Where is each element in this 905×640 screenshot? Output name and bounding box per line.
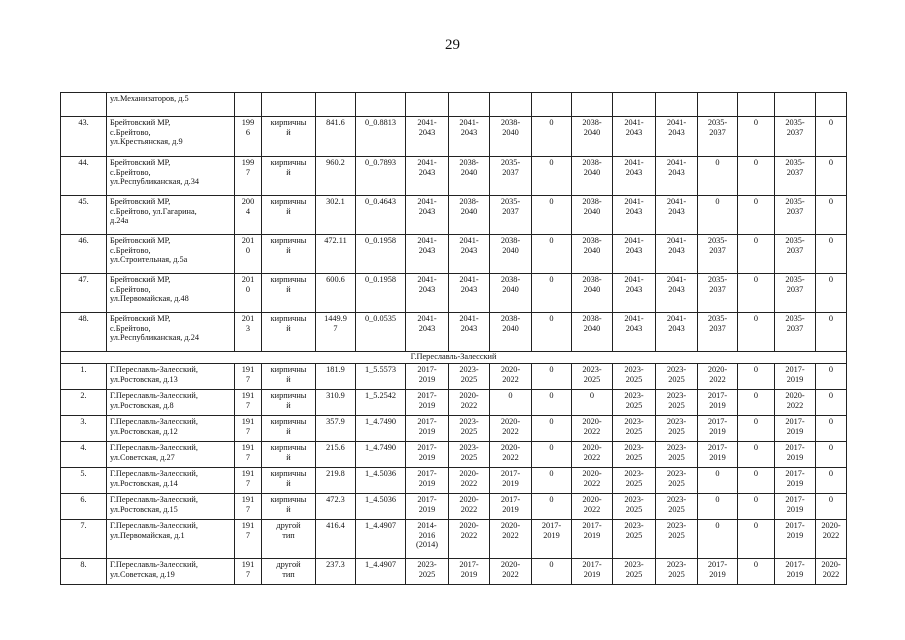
cell-period-7: 2041- 2043 (656, 313, 698, 352)
cell-period-7: 2041- 2043 (656, 157, 698, 196)
cell-period-11: 0 (816, 442, 847, 468)
cell-period-7: 2023- 2025 (656, 364, 698, 390)
cell-period-1: 2041- 2043 (406, 117, 449, 157)
cell-material: кирпичны й (262, 157, 316, 196)
cell-period-5: 2020- 2022 (572, 468, 613, 494)
cell-period-9: 0 (738, 468, 775, 494)
cell-period-8: 2017- 2019 (698, 416, 738, 442)
cell-empty (61, 93, 107, 117)
cell-empty (656, 93, 698, 117)
cell-period-8: 0 (698, 468, 738, 494)
cell-period-8: 2017- 2019 (698, 442, 738, 468)
cell-period-3: 2017- 2019 (490, 468, 532, 494)
table-row (61, 157, 847, 196)
cell-area: 302.1 (316, 196, 356, 235)
cell-year: 191 7 (235, 520, 262, 559)
cell-period-10: 2035- 2037 (775, 235, 816, 274)
table-row (61, 494, 847, 520)
section-row (61, 352, 847, 364)
cell-period-3: 2038- 2040 (490, 235, 532, 274)
cell-year: 201 0 (235, 274, 262, 313)
cell-area: 1449.9 7 (316, 313, 356, 352)
cell-empty (316, 93, 356, 117)
cell-period-2: 2038- 2040 (449, 157, 490, 196)
cell-material: кирпичны й (262, 442, 316, 468)
cell-period-10: 2017- 2019 (775, 468, 816, 494)
cell-period-7: 2023- 2025 (656, 520, 698, 559)
cell-number: 48. (61, 313, 107, 352)
cell-period-6: 2023- 2025 (613, 468, 656, 494)
cell-empty (572, 93, 613, 117)
cell-period-10: 2017- 2019 (775, 559, 816, 585)
cell-index: 0_0.7893 (356, 157, 406, 196)
cell-period-6: 2023- 2025 (613, 520, 656, 559)
cell-period-5: 0 (572, 390, 613, 416)
cell-period-8: 0 (698, 157, 738, 196)
table-row (61, 390, 847, 416)
table-row (61, 416, 847, 442)
cell-period-5: 2020- 2022 (572, 442, 613, 468)
cell-period-11: 2020- 2022 (816, 559, 847, 585)
cell-period-9: 0 (738, 117, 775, 157)
cell-period-6: 2023- 2025 (613, 416, 656, 442)
cell-address: Брейтовский МР, с.Брейтово, ул.Республиканская, д.24 (107, 313, 235, 352)
cell-index: 1_4.7490 (356, 442, 406, 468)
cell-period-11: 0 (816, 364, 847, 390)
table-row (61, 468, 847, 494)
cell-year: 191 7 (235, 442, 262, 468)
cell-period-9: 0 (738, 494, 775, 520)
cell-period-4: 0 (532, 313, 572, 352)
cell-period-9: 0 (738, 416, 775, 442)
cell-index: 0_0.8813 (356, 117, 406, 157)
cell-period-5: 2017- 2019 (572, 520, 613, 559)
cell-period-8: 2017- 2019 (698, 559, 738, 585)
cell-period-11: 0 (816, 390, 847, 416)
cell-number: 3. (61, 416, 107, 442)
cell-index: 1_5.5573 (356, 364, 406, 390)
cell-number: 1. (61, 364, 107, 390)
housing-register-table (60, 92, 847, 585)
cell-period-2: 2038- 2040 (449, 196, 490, 235)
cell-number: 4. (61, 442, 107, 468)
table-row (61, 364, 847, 390)
cell-year: 191 7 (235, 416, 262, 442)
cell-empty (613, 93, 656, 117)
cell-period-6: 2023- 2025 (613, 559, 656, 585)
cell-period-10: 2035- 2037 (775, 196, 816, 235)
cell-empty (449, 93, 490, 117)
cell-period-8: 0 (698, 494, 738, 520)
cell-year: 191 7 (235, 468, 262, 494)
cell-address: Брейтовский МР, с.Брейтово, ул.Гагарина, д.24а (107, 196, 235, 235)
cell-period-2: 2017- 2019 (449, 559, 490, 585)
cell-address: Брейтовский МР, с.Брейтово, ул.Первомайская, д.48 (107, 274, 235, 313)
cell-period-5: 2020- 2022 (572, 494, 613, 520)
table-row (61, 274, 847, 313)
cell-period-4: 0 (532, 196, 572, 235)
cell-period-1: 2023- 2025 (406, 559, 449, 585)
cell-area: 600.6 (316, 274, 356, 313)
cell-period-4: 0 (532, 442, 572, 468)
cell-period-7: 2023- 2025 (656, 559, 698, 585)
cell-index: 1_4.5036 (356, 468, 406, 494)
cell-period-10: 2020- 2022 (775, 390, 816, 416)
cell-empty (816, 93, 847, 117)
cell-material: кирпичны й (262, 313, 316, 352)
cell-period-4: 0 (532, 117, 572, 157)
cell-period-10: 2017- 2019 (775, 520, 816, 559)
cell-empty (235, 93, 262, 117)
cell-material: кирпичны й (262, 364, 316, 390)
cell-period-7: 2041- 2043 (656, 117, 698, 157)
cell-period-1: 2017- 2019 (406, 390, 449, 416)
cell-period-11: 0 (816, 416, 847, 442)
cell-period-10: 2035- 2037 (775, 117, 816, 157)
cell-period-1: 2041- 2043 (406, 274, 449, 313)
cell-year: 201 0 (235, 235, 262, 274)
cell-period-11: 2020- 2022 (816, 520, 847, 559)
cell-material: кирпичны й (262, 468, 316, 494)
cell-empty (698, 93, 738, 117)
cell-index: 0_0.1958 (356, 274, 406, 313)
cell-period-10: 2017- 2019 (775, 442, 816, 468)
cell-period-4: 0 (532, 364, 572, 390)
cell-period-6: 2041- 2043 (613, 117, 656, 157)
cell-material: другой тип (262, 559, 316, 585)
cell-period-3: 2020- 2022 (490, 416, 532, 442)
cell-period-11: 0 (816, 117, 847, 157)
cell-period-2: 2041- 2043 (449, 274, 490, 313)
cell-year: 199 7 (235, 157, 262, 196)
cell-period-2: 2020- 2022 (449, 390, 490, 416)
cell-period-1: 2014- 2016 (2014) (406, 520, 449, 559)
cell-period-3: 2038- 2040 (490, 117, 532, 157)
cell-period-2: 2023- 2025 (449, 364, 490, 390)
cell-period-6: 2041- 2043 (613, 235, 656, 274)
cell-period-4: 0 (532, 235, 572, 274)
cell-empty (775, 93, 816, 117)
cell-number: 7. (61, 520, 107, 559)
cell-period-2: 2023- 2025 (449, 442, 490, 468)
cell-period-6: 2041- 2043 (613, 313, 656, 352)
cell-period-8: 2035- 2037 (698, 117, 738, 157)
cell-period-4: 0 (532, 157, 572, 196)
cell-period-6: 2041- 2043 (613, 196, 656, 235)
cell-period-3: 2017- 2019 (490, 494, 532, 520)
cell-period-1: 2041- 2043 (406, 313, 449, 352)
cell-area: 416.4 (316, 520, 356, 559)
cell-period-4: 0 (532, 416, 572, 442)
cell-period-9: 0 (738, 196, 775, 235)
cell-period-3: 0 (490, 390, 532, 416)
table-row (61, 196, 847, 235)
cell-period-3: 2020- 2022 (490, 442, 532, 468)
cell-address: Г.Переславль-Залесский, ул.Ростовская, д.13 (107, 364, 235, 390)
cell-period-10: 2017- 2019 (775, 416, 816, 442)
cell-number: 46. (61, 235, 107, 274)
cell-period-11: 0 (816, 235, 847, 274)
cell-material: кирпичны й (262, 196, 316, 235)
cell-period-2: 2023- 2025 (449, 416, 490, 442)
cell-address: ул.Механизаторов, д.5 (107, 93, 235, 117)
cell-address: Г.Переславль-Залесский, ул.Ростовская, д.12 (107, 416, 235, 442)
cell-material: кирпичны й (262, 235, 316, 274)
cell-period-3: 2020- 2022 (490, 520, 532, 559)
cell-period-8: 2035- 2037 (698, 274, 738, 313)
cell-period-6: 2041- 2043 (613, 274, 656, 313)
cell-empty (738, 93, 775, 117)
cell-period-8: 2035- 2037 (698, 313, 738, 352)
cell-period-4: 0 (532, 274, 572, 313)
cell-period-11: 0 (816, 274, 847, 313)
cell-area: 181.9 (316, 364, 356, 390)
cell-period-5: 2020- 2022 (572, 416, 613, 442)
cell-period-2: 2041- 2043 (449, 117, 490, 157)
cell-period-8: 2020- 2022 (698, 364, 738, 390)
cell-year: 199 6 (235, 117, 262, 157)
cell-period-5: 2023- 2025 (572, 364, 613, 390)
cell-empty (262, 93, 316, 117)
cell-area: 472.3 (316, 494, 356, 520)
cell-number: 2. (61, 390, 107, 416)
table-row (61, 442, 847, 468)
cell-period-6: 2023- 2025 (613, 390, 656, 416)
cell-address: Г.Переславль-Залесский, ул.Советская, д.27 (107, 442, 235, 468)
cell-number: 44. (61, 157, 107, 196)
cell-period-2: 2020- 2022 (449, 468, 490, 494)
cell-index: 0_0.0535 (356, 313, 406, 352)
cell-period-3: 2020- 2022 (490, 559, 532, 585)
cell-period-4: 0 (532, 468, 572, 494)
cell-empty (532, 93, 572, 117)
cell-period-6: 2023- 2025 (613, 442, 656, 468)
section-title: Г.Переславль-Залесский (61, 352, 847, 364)
cell-year: 191 7 (235, 364, 262, 390)
cell-area: 237.3 (316, 559, 356, 585)
cell-period-6: 2041- 2043 (613, 157, 656, 196)
cell-period-3: 2038- 2040 (490, 274, 532, 313)
cell-period-5: 2038- 2040 (572, 235, 613, 274)
table-row (61, 117, 847, 157)
cell-period-9: 0 (738, 559, 775, 585)
cell-index: 1_5.2542 (356, 390, 406, 416)
cell-number: 5. (61, 468, 107, 494)
cell-empty (406, 93, 449, 117)
cell-address: Брейтовский МР, с.Брейтово, ул.Республиканская, д.34 (107, 157, 235, 196)
cell-period-1: 2017- 2019 (406, 494, 449, 520)
cell-address: Брейтовский МР, с.Брейтово, ул.Крестьянская, д.9 (107, 117, 235, 157)
table-row (61, 313, 847, 352)
cell-index: 1_4.4907 (356, 559, 406, 585)
cell-period-7: 2023- 2025 (656, 442, 698, 468)
cell-period-5: 2038- 2040 (572, 313, 613, 352)
table-body (61, 93, 847, 585)
table-row-continuation (61, 93, 847, 117)
cell-address: Г.Переславль-Залесский, ул.Первомайская, д.1 (107, 520, 235, 559)
cell-material: кирпичны й (262, 390, 316, 416)
cell-year: 191 7 (235, 390, 262, 416)
cell-period-1: 2017- 2019 (406, 468, 449, 494)
cell-number: 47. (61, 274, 107, 313)
cell-period-1: 2017- 2019 (406, 416, 449, 442)
cell-period-1: 2017- 2019 (406, 442, 449, 468)
cell-period-10: 2035- 2037 (775, 157, 816, 196)
cell-empty (490, 93, 532, 117)
cell-period-7: 2023- 2025 (656, 494, 698, 520)
cell-period-7: 2023- 2025 (656, 416, 698, 442)
cell-address: Г.Переславль-Залесский, ул.Ростовская, д.8 (107, 390, 235, 416)
cell-year: 191 7 (235, 494, 262, 520)
cell-period-11: 0 (816, 196, 847, 235)
cell-index: 0_0.1958 (356, 235, 406, 274)
cell-period-7: 2023- 2025 (656, 390, 698, 416)
table-row (61, 235, 847, 274)
cell-period-11: 0 (816, 494, 847, 520)
table-row (61, 559, 847, 585)
cell-period-3: 2035- 2037 (490, 196, 532, 235)
cell-period-11: 0 (816, 468, 847, 494)
cell-area: 841.6 (316, 117, 356, 157)
cell-material: другой тип (262, 520, 316, 559)
cell-period-3: 2038- 2040 (490, 313, 532, 352)
cell-material: кирпичны й (262, 117, 316, 157)
cell-period-4: 2017- 2019 (532, 520, 572, 559)
cell-period-7: 2041- 2043 (656, 274, 698, 313)
cell-period-3: 2035- 2037 (490, 157, 532, 196)
cell-period-7: 2023- 2025 (656, 468, 698, 494)
cell-period-8: 2035- 2037 (698, 235, 738, 274)
cell-period-5: 2038- 2040 (572, 157, 613, 196)
cell-year: 201 3 (235, 313, 262, 352)
cell-area: 215.6 (316, 442, 356, 468)
cell-period-11: 0 (816, 157, 847, 196)
cell-period-6: 2023- 2025 (613, 494, 656, 520)
cell-period-9: 0 (738, 364, 775, 390)
cell-period-5: 2038- 2040 (572, 117, 613, 157)
cell-empty (356, 93, 406, 117)
cell-period-2: 2020- 2022 (449, 494, 490, 520)
cell-number: 6. (61, 494, 107, 520)
cell-period-4: 0 (532, 559, 572, 585)
cell-period-7: 2041- 2043 (656, 235, 698, 274)
cell-area: 472.11 (316, 235, 356, 274)
cell-material: кирпичны й (262, 494, 316, 520)
cell-period-8: 0 (698, 520, 738, 559)
cell-address: Брейтовский МР, с.Брейтово, ул.Строительная, д.5а (107, 235, 235, 274)
cell-area: 960.2 (316, 157, 356, 196)
cell-number: 8. (61, 559, 107, 585)
cell-period-1: 2041- 2043 (406, 235, 449, 274)
cell-period-9: 0 (738, 520, 775, 559)
cell-period-10: 2017- 2019 (775, 364, 816, 390)
cell-period-5: 2038- 2040 (572, 196, 613, 235)
cell-period-9: 0 (738, 390, 775, 416)
cell-period-10: 2035- 2037 (775, 274, 816, 313)
cell-address: Г.Переславль-Залесский, ул.Ростовская, д.14 (107, 468, 235, 494)
cell-index: 0_0.4643 (356, 196, 406, 235)
cell-material: кирпичны й (262, 416, 316, 442)
cell-period-5: 2017- 2019 (572, 559, 613, 585)
cell-period-8: 2017- 2019 (698, 390, 738, 416)
cell-period-9: 0 (738, 157, 775, 196)
cell-period-4: 0 (532, 494, 572, 520)
cell-period-4: 0 (532, 390, 572, 416)
cell-period-7: 2041- 2043 (656, 196, 698, 235)
cell-index: 1_4.5036 (356, 494, 406, 520)
cell-period-8: 0 (698, 196, 738, 235)
cell-area: 310.9 (316, 390, 356, 416)
cell-period-2: 2020- 2022 (449, 520, 490, 559)
cell-period-1: 2041- 2043 (406, 157, 449, 196)
cell-area: 219.8 (316, 468, 356, 494)
cell-period-9: 0 (738, 235, 775, 274)
cell-year: 200 4 (235, 196, 262, 235)
cell-period-1: 2017- 2019 (406, 364, 449, 390)
cell-address: Г.Переславль-Залесский, ул.Ростовская, д.15 (107, 494, 235, 520)
cell-period-11: 0 (816, 313, 847, 352)
cell-number: 43. (61, 117, 107, 157)
table-row (61, 520, 847, 559)
cell-period-2: 2041- 2043 (449, 313, 490, 352)
cell-period-10: 2017- 2019 (775, 494, 816, 520)
cell-material: кирпичны й (262, 274, 316, 313)
page-number: 29 (445, 37, 460, 53)
cell-period-6: 2023- 2025 (613, 364, 656, 390)
cell-period-2: 2041- 2043 (449, 235, 490, 274)
cell-index: 1_4.4907 (356, 520, 406, 559)
cell-period-1: 2041- 2043 (406, 196, 449, 235)
cell-year: 191 7 (235, 559, 262, 585)
cell-number: 45. (61, 196, 107, 235)
cell-period-9: 0 (738, 313, 775, 352)
cell-area: 357.9 (316, 416, 356, 442)
cell-period-5: 2038- 2040 (572, 274, 613, 313)
cell-period-9: 0 (738, 274, 775, 313)
cell-address: Г.Переславль-Залесский, ул.Советская, д.19 (107, 559, 235, 585)
cell-period-9: 0 (738, 442, 775, 468)
cell-period-10: 2035- 2037 (775, 313, 816, 352)
cell-period-3: 2020- 2022 (490, 364, 532, 390)
cell-index: 1_4.7490 (356, 416, 406, 442)
